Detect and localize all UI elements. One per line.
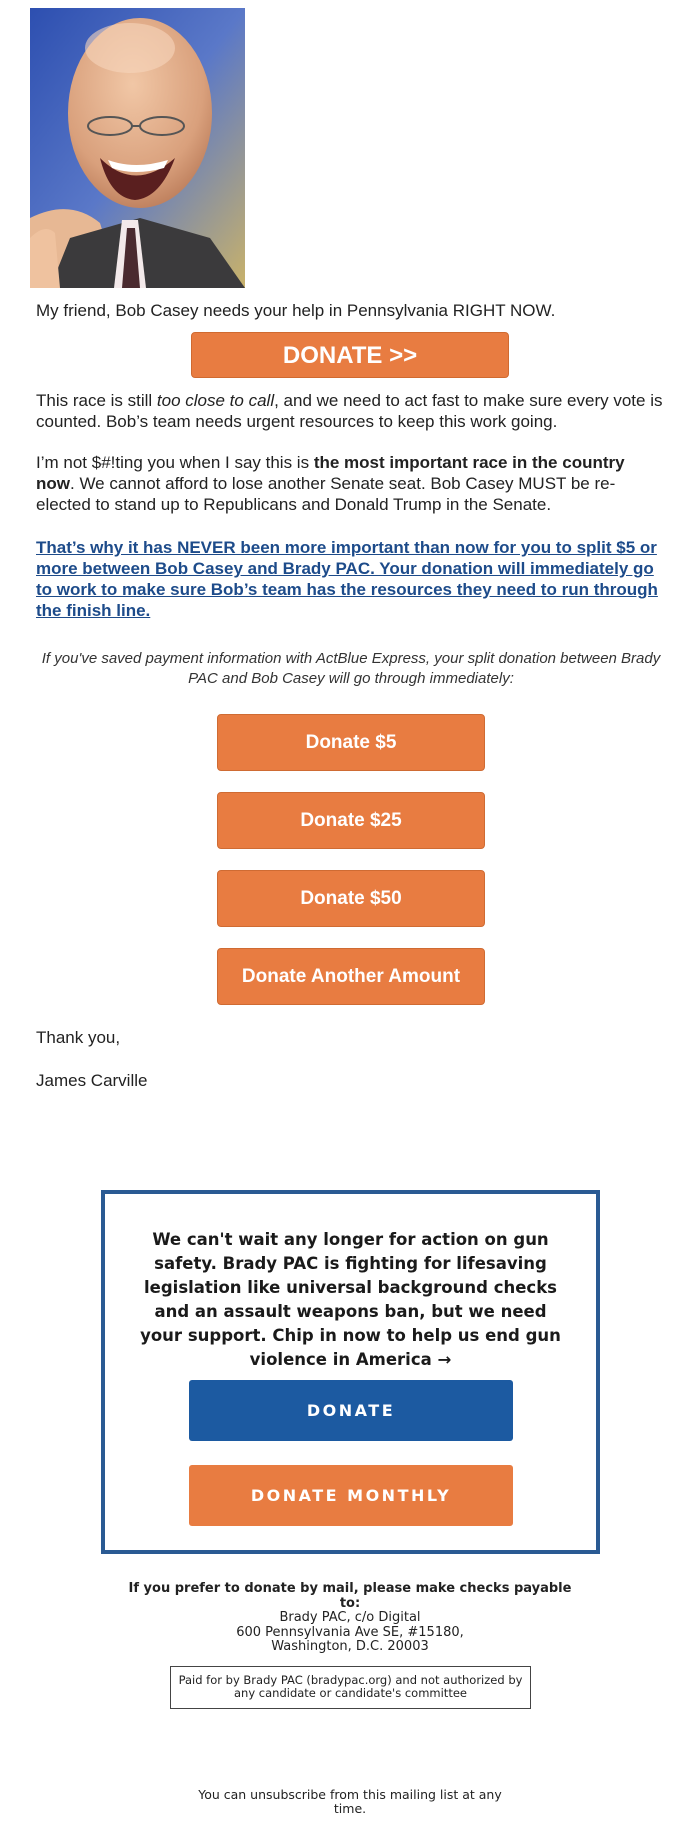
paragraph-important: I’m not $#!ting you when I say this is the most important race in the country now. We cannot afford to lose another Senate seat. Bob Casey MUST be re-elected to stand up to Republicans and Donald Trump in the Senate. bbox=[36, 453, 625, 514]
donate-50-button[interactable]: Donate $50 bbox=[217, 870, 485, 927]
closing-thanks: Thank you, bbox=[36, 1028, 121, 1047]
man-portrait-image bbox=[30, 8, 245, 288]
mail-address-line-3: Washington, D.C. 20003 bbox=[271, 1639, 429, 1654]
donate-25-button[interactable]: Donate $25 bbox=[217, 792, 485, 849]
brady-donate-monthly-button[interactable]: DONATE MONTHLY bbox=[189, 1465, 513, 1526]
paid-for-disclaimer: Paid for by Brady PAC (bradypac.org) and not authorized by any candidate or candidate's committee bbox=[170, 1666, 531, 1709]
unsubscribe-text[interactable]: You can unsubscribe from this mailing list at any time. bbox=[198, 1787, 502, 1816]
mail-address-line-1: Brady PAC, c/o Digital bbox=[279, 1610, 421, 1625]
brady-pac-box bbox=[101, 1190, 600, 1554]
header-photo bbox=[30, 8, 245, 288]
mail-heading: If you prefer to donate by mail, please make checks payable to: bbox=[128, 1581, 572, 1611]
brady-pac-message: We can't wait any longer for action on gun safety. Brady PAC is fighting for lifesaving legislation like universal background checks and an assault weapons ban, but we need your support. Chip in now to help us end gun violence in America → bbox=[140, 1230, 561, 1369]
donate-5-button[interactable]: Donate $5 bbox=[217, 714, 485, 771]
donate-other-amount-button[interactable]: Donate Another Amount bbox=[217, 948, 485, 1005]
brady-donate-button[interactable]: DONATE bbox=[189, 1380, 513, 1441]
signature: James Carville bbox=[36, 1071, 148, 1090]
intro-text: My friend, Bob Casey needs your help in Pennsylvania RIGHT NOW. bbox=[36, 301, 556, 320]
mail-donation-info bbox=[120, 1582, 580, 1655]
main-donate-button[interactable]: DONATE >> bbox=[191, 332, 509, 378]
actblue-express-note: If you've saved payment information with ActBlue Express, your split donation between Brady PAC and Bob Casey will go through immediately: bbox=[41, 650, 661, 687]
mail-address-line-2: 600 Pennsylvania Ave SE, #15180, bbox=[236, 1624, 464, 1640]
paragraph-race: This race is still too close to call, and we need to act fast to make sure every vote is counted. Bob’s team needs urgent resources to keep this work going. bbox=[36, 391, 663, 431]
split-donation-link[interactable]: That’s why it has NEVER been more important than now for you to split $5 or more between Bob Casey and Brady PAC. Your donation will immediately go to work to make sure Bob’s team has the resources they need to run through the finish line. bbox=[36, 538, 658, 620]
